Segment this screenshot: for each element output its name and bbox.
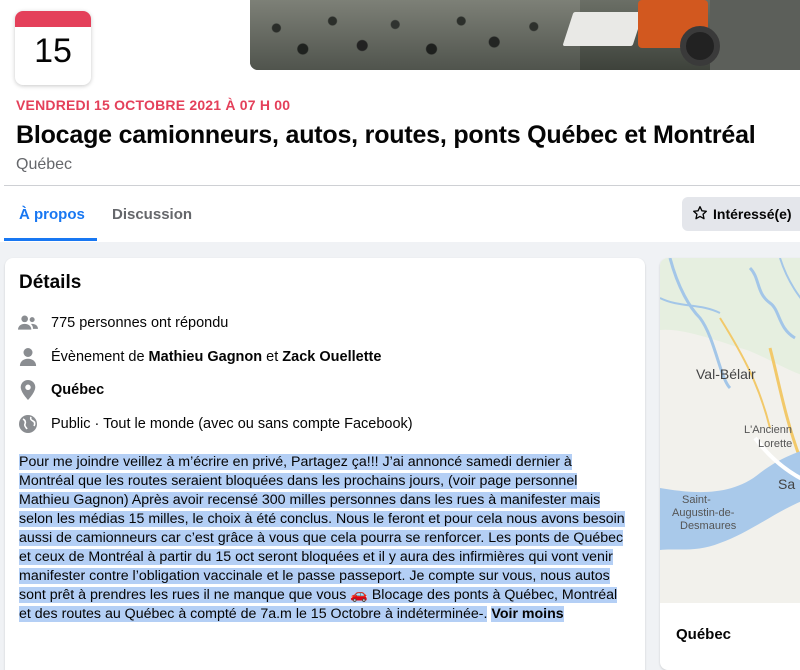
event-header [0, 0, 800, 242]
map-label-val-belair: Val-Bélair [696, 366, 756, 382]
organizer-link-2[interactable]: Zack Ouellette [282, 349, 382, 365]
privacy-text: Public · Tout le monde (avec ou sans compte Facebook) [51, 416, 413, 432]
map-view[interactable] [660, 258, 800, 603]
map-label-desmaures: Desmaures [680, 520, 737, 532]
calendar-day: 15 [34, 32, 72, 70]
event-location[interactable]: Québec [16, 156, 73, 173]
active-tab-indicator [4, 238, 97, 241]
calendar-band [15, 11, 91, 27]
people-icon [17, 312, 39, 334]
cover-photo[interactable] [250, 0, 800, 70]
responded-row[interactable] [17, 312, 228, 334]
calendar-icon [15, 11, 91, 85]
tab-about[interactable]: À propos [19, 206, 85, 223]
location-pin-icon [17, 379, 39, 401]
organizer-join: et [266, 349, 279, 365]
map-label-saint: Saint- [682, 494, 711, 506]
details-heading: Détails [19, 272, 82, 293]
organizer-text [51, 349, 381, 365]
header-divider [4, 185, 800, 186]
cover-crowd [250, 0, 580, 70]
map-card[interactable] [660, 258, 800, 670]
cover-truck [562, 12, 643, 46]
interested-label: Intéressé(e) [713, 206, 792, 222]
organizer-link-1[interactable]: Mathieu Gagnon [148, 349, 263, 365]
see-less-link[interactable]: Voir moins [491, 606, 564, 622]
map-label-ancienne: L'Ancienn [744, 424, 792, 436]
place-text: Québec [51, 382, 105, 398]
cover-tractor-wheel [680, 26, 720, 66]
organizer-row [17, 346, 381, 368]
tab-discussion[interactable]: Discussion [112, 206, 193, 223]
interested-button[interactable] [682, 197, 800, 231]
responded-text: 775 personnes ont répondu [51, 315, 229, 331]
privacy-row [17, 413, 413, 435]
map-label-lorette: Lorette [758, 438, 793, 450]
map-label-sa: Sa [778, 476, 796, 492]
event-description [19, 453, 629, 624]
cover-road [710, 0, 800, 70]
star-icon [692, 205, 708, 224]
description-text: Pour me joindre veillez à m’écrire en privé, Partagez ça!!! J’ai annoncé samedi dernier à Montréal que les routes seraient bloquées dans les prochains jours, (voir page personnel Mathieu Gagnon) Après avoir recensé 300 milles personnes dans les rues à manifester mais selon les médias 15 milles, le choix à été conclus. Nous le feront et pour cela nous avons besoin aussi de camionneurs car c’est grâce à vous que cela pourra se renforcer. Les ponts de Québec et ceux de Montréal à partir du 15 oct seront bloquées et il y aura des infirmières qui vont venir manifester contre l’obligation vaccinale et le passe passeport. Je compte sur vous, nous autos sont prêt à prendres les rues il ne manque que vous 🚗 Blocage des ponts à Québec, Montréal et des routes au Québec à compté de 7a.m le 15 Octobre à indéterminée-. [19, 454, 625, 622]
details-card [5, 258, 645, 670]
globe-icon [17, 413, 39, 435]
map-location-name: Québec [676, 626, 732, 643]
organizer-prefix: Évènement de [51, 349, 145, 365]
map-label-augustin: Augustin-de- [672, 507, 735, 519]
page-title: Blocage camionneurs, autos, routes, ponts Québec et Montréal [16, 121, 756, 149]
person-icon [17, 346, 39, 368]
event-date: VENDREDI 15 OCTOBRE 2021 À 07 H 00 [16, 97, 291, 113]
place-row[interactable] [17, 379, 104, 401]
